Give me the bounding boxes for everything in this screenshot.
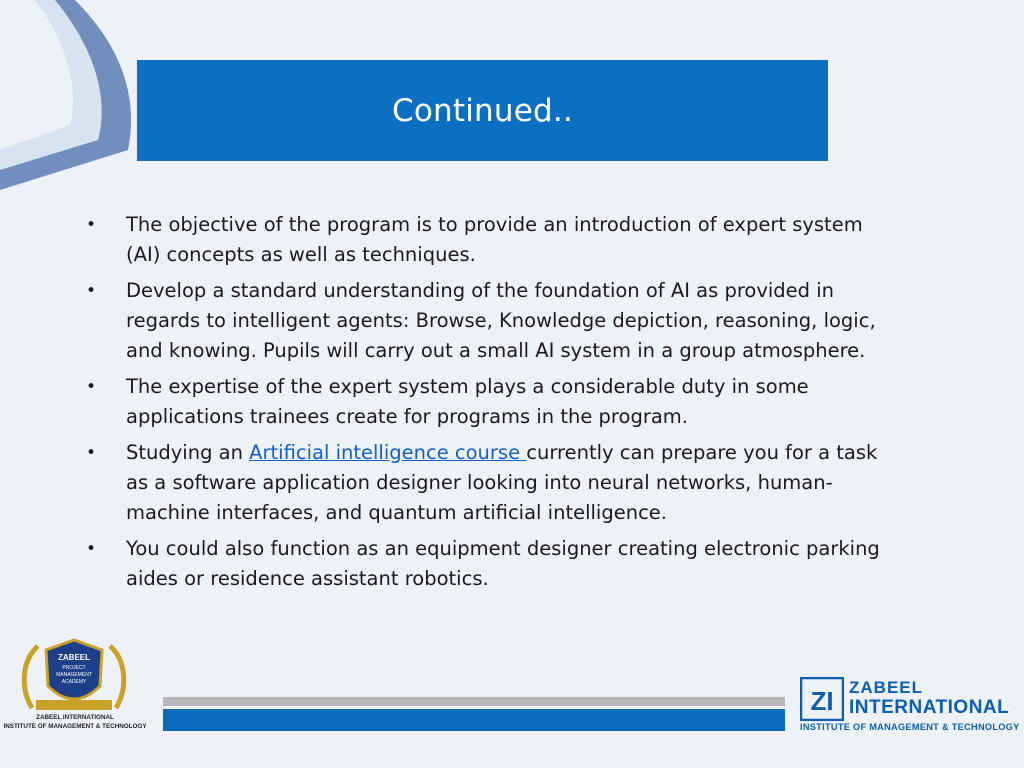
footer-divider-blue bbox=[163, 709, 785, 731]
brand-mark-letters: ZI bbox=[810, 686, 834, 716]
brand-mark-logo bbox=[800, 677, 844, 721]
academy-badge-logo bbox=[18, 638, 130, 716]
bullet-dot: • bbox=[86, 443, 97, 463]
bullet-list bbox=[80, 210, 900, 600]
academy-caption bbox=[0, 714, 150, 731]
title-bar bbox=[137, 60, 828, 161]
bullet-item bbox=[80, 210, 900, 270]
bullet-dot: • bbox=[86, 281, 97, 301]
bullet-item bbox=[80, 372, 900, 432]
brand-name bbox=[849, 679, 1024, 719]
footer-divider-gray bbox=[163, 697, 785, 706]
bullet-dot: • bbox=[86, 539, 97, 559]
slide-title: Continued.. bbox=[392, 92, 573, 129]
bullet-dot: • bbox=[86, 215, 97, 235]
ai-course-link[interactable]: Artificial intelligence course bbox=[249, 441, 527, 464]
caption-line: INSTITUTE OF MANAGEMENT & TECHNOLOGY bbox=[3, 722, 147, 730]
badge-line: MANAGEMENT bbox=[56, 672, 92, 678]
badge-line: ZABEEL bbox=[58, 653, 90, 662]
badge-line: ACADEMY bbox=[61, 679, 87, 685]
caption-line: ZABEEL INTERNATIONAL bbox=[36, 714, 114, 721]
bullet-text: The objective of the program is to provide an introduction of expert system (AI) concepts as well as techniques. bbox=[126, 213, 863, 266]
bullet-text: You could also function as an equipment designer creating electronic parking aides or residence assistant robotics. bbox=[126, 537, 880, 590]
bullet-text: The expertise of the expert system plays a considerable duty in some applications trainees create for programs in the program. bbox=[126, 375, 809, 428]
badge-line: PROJECT bbox=[62, 665, 86, 671]
bullet-dot: • bbox=[86, 377, 97, 397]
brand-tagline: INSTITUTE OF MANAGEMENT & TECHNOLOGY bbox=[800, 722, 1020, 732]
bullet-item bbox=[80, 534, 900, 594]
bullet-item bbox=[80, 276, 900, 366]
bullet-text-before: Studying an bbox=[126, 441, 250, 464]
bullet-text-after: currently can prepare you for a task as a software application designer looking into neural networks, human-machine interfaces, and quantum artificial intelligence. bbox=[126, 441, 878, 524]
bullet-item bbox=[80, 438, 900, 528]
brand-name-line2: INTERNATIONAL bbox=[849, 697, 1010, 718]
brand-name-line1: ZABEEL bbox=[849, 678, 923, 697]
bullet-text: Develop a standard understanding of the foundation of AI as provided in regards to intelligent agents: Browse, Knowledge depiction, reasoning, logic, and knowing. Pupils will carry out a small AI system in a group atmosphere. bbox=[126, 279, 876, 362]
